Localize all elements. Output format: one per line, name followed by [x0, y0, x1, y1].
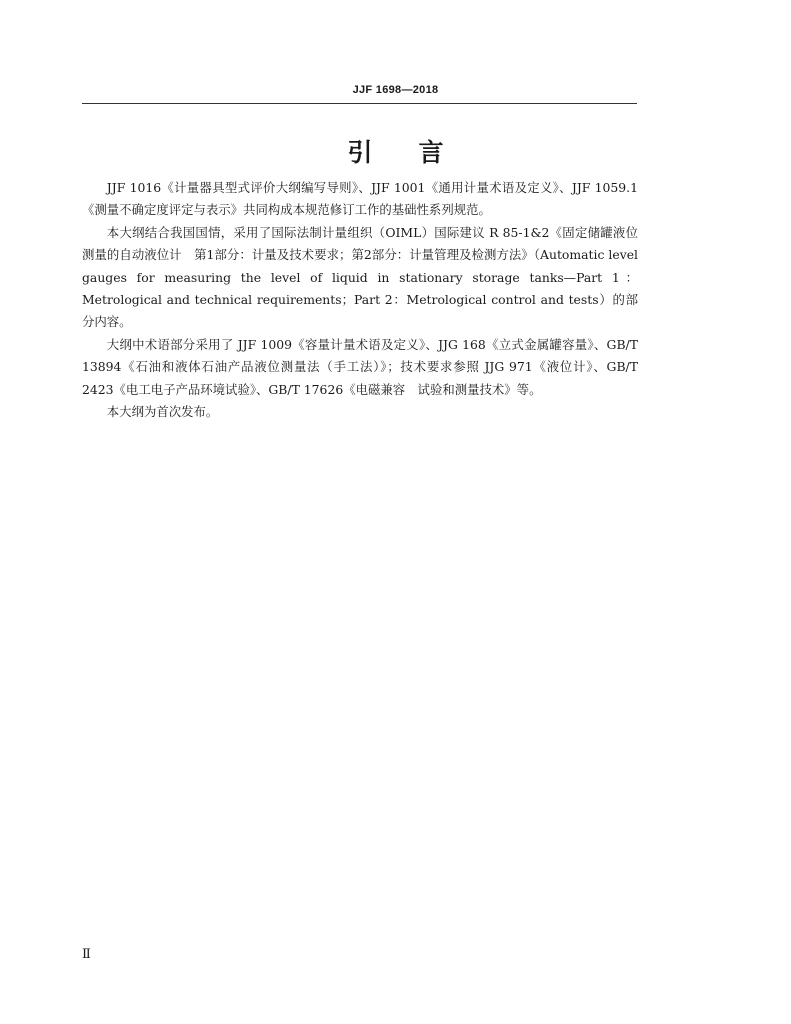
paragraph-basis-standards: JJF 1016《计量器具型式评价大纲编写导则》、JJF 1001《通用计量术语及定义》、JJF 1059.1《测量不确定度评定与表示》共同构成本规范修订工作的基础性系列规范。: [82, 180, 638, 218]
paragraph-terminology-references: 大纲中术语部分采用了 JJF 1009《容量计量术语及定义》、JJG 168《立式金属罐容量》、GB/T 13894《石油和液体石油产品液位测量法（手工法）》；技术要求参照 JJG 971《液位计》、GB/T 2423《电工电子产品环境试验》、GB/T 17626《电磁兼容 试验和测量技术》等。: [82, 336, 638, 397]
document-code-header: JJF 1698—2018: [352, 84, 439, 96]
paragraph-first-release: 本大纲为首次发布。: [106, 404, 219, 420]
paragraph-oiml-adoption: 本大纲结合我国国情，采用了国际法制计量组织（OIML）国际建议 R 85-1&2《固定储罐液位测量的自动液位计 第1部分：计量及技术要求；第2部分：计量管理及检测方法》（Automatic level gauges for measuring the level of liquid in stationary storage tanks—Part 1：Metrological and technical requirements；Part 2：Metrological control and tests）的部分内容。: [82, 224, 638, 330]
page-title: 引言: [347, 138, 490, 167]
header-divider: [82, 103, 637, 104]
document-body: [82, 177, 638, 423]
page-number: Ⅱ: [82, 947, 91, 962]
